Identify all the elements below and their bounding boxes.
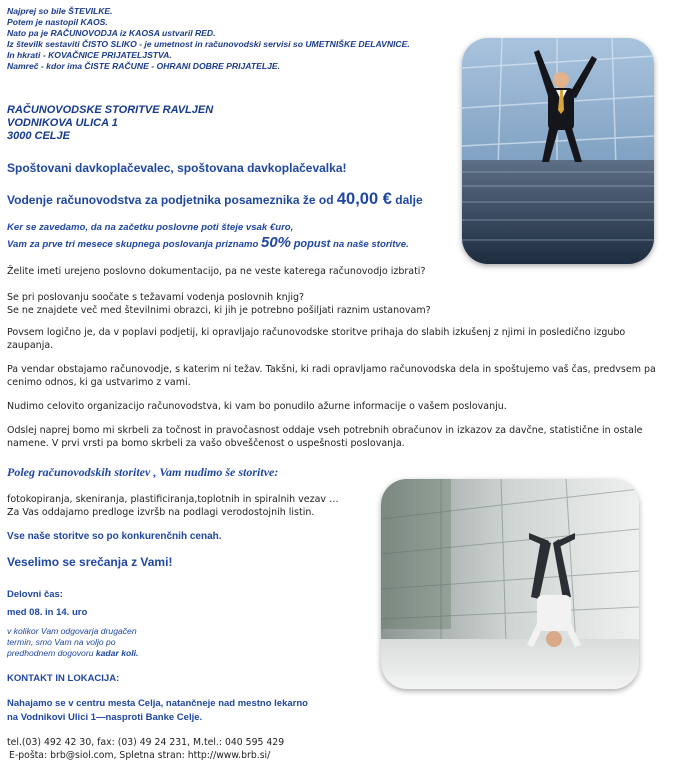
company-city: 3000 CELJE: [7, 130, 70, 142]
paragraph-question: Želite imeti urejeno poslovno dokumentacijo, pa ne veste katerega računovodjo izbrati?: [7, 266, 426, 277]
offer-suffix: dalje: [395, 193, 423, 207]
contact-location: [7, 697, 308, 725]
offer-text: Vodenje računovodstva za podjetnika posameznika že od: [7, 193, 334, 207]
paragraph-line: Se ne znajdete več med številnimi obrazci, ki jih je potrebno pošiljati raznim ustanovam?: [7, 305, 431, 316]
intro-line: In hkrati - KOVAČNICE PRIJATELJSTVA.: [7, 49, 172, 60]
contact-email-web: E-pošta: brb@siol.com, Spletna stran: http://www.brb.si/: [9, 750, 271, 761]
services-heading: Poleg računovodskih storitev , Vam nudimo še storitve:: [7, 465, 279, 479]
greeting: Spoštovani davkoplačevalec, spoštovana davkoplačevalka!: [7, 161, 347, 175]
company-name: RAČUNOVODSKE STORITVE RAVLJEN: [7, 104, 214, 116]
hours-note-line: termin, smo Vam na voljo po: [7, 637, 116, 647]
services-line: fotokopiranja, skeniranja, plastificiranja,toplotnih in spiralnih vezav …: [7, 494, 339, 505]
paragraph-problems: [7, 291, 677, 317]
intro-line: Potem je nastopil KAOS.: [7, 16, 108, 27]
intro-line: Nato pa je RAČUNOVODJA iz KAOSA ustvaril RED.: [7, 27, 216, 38]
paragraph-logic: Povsem logično je, da v poplavi podjetij, ki opravljajo računovodske storitve prihaja do slabih izkušenj z njimi in posledično izgubo zaupanja.: [7, 327, 626, 351]
location-line: Nahajamo se v centru mesta Celja, natančneje nad mestno lekarno: [7, 698, 308, 709]
services-line: Za Vas oddajamo predloge izvršb na podlagi verodostojnih listin.: [7, 507, 315, 518]
promo-line-1: Ker se zavedamo, da na začetku poslovne poti šteje vsak €uro,: [7, 222, 294, 233]
location-line: na Vodnikovi Ulici 1—nasproti Banke Celje.: [7, 712, 203, 723]
intro-line: Najprej so bile ŠTEVILKE.: [7, 6, 113, 16]
prices-note: Vse naše storitve so po konkurenčnih cenah.: [7, 531, 222, 542]
contact-heading: KONTAKT IN LOKACIJA:: [7, 673, 120, 684]
promo-services: na naše storitve.: [333, 239, 409, 250]
promo-discount: popust: [293, 238, 331, 250]
paragraph-organization: Nudimo celovito organizacijo računovodstva, ki vam bo ponudilo ažurne informacije o vašem poslovanju.: [7, 401, 507, 412]
paragraph-accountants: Pa vendar obstajamo računovodje, s katerim ni težav. Takšni, ki radi opravljamo računovodska dela in spoštujemo vaš čas, predvsem pa cenimo odnos, ki ga ustvarimo z vami.: [7, 364, 656, 388]
photo-handstand: [381, 479, 639, 689]
hours-note: [7, 626, 138, 659]
paragraph-line: Se pri poslovanju soočate s težavami vodenja poslovnih knjig?: [7, 292, 305, 303]
intro-block: [7, 6, 487, 71]
promo-block: [7, 220, 527, 252]
offer-price: 40,00 €: [336, 190, 392, 208]
contact-phone: tel.(03) 492 42 30, fax: (03) 49 24 231, M.tel.: 040 595 429: [7, 737, 285, 748]
offer-line: [7, 190, 423, 209]
hours-note-line: predhodnem dogovoru: [7, 648, 94, 658]
hours-value: med 08. in 14. uro: [7, 607, 88, 618]
hours-label: Delovni čas:: [7, 589, 63, 600]
company-street: VODNIKOVA ULICA 1: [7, 117, 118, 129]
services-list: [7, 493, 387, 519]
promo-line-2: [7, 235, 527, 252]
promo-text: Vam za prve tri mesece skupnega poslovanja priznamo: [7, 239, 259, 250]
hours-note-bold: kadar koli.: [95, 648, 139, 658]
promo-percent: 50%: [260, 234, 292, 251]
company-block: [7, 104, 213, 143]
welcome-text: Veselimo se srečanja z Vami!: [7, 555, 173, 569]
hours-note-line: v kolikor Vam odgovarja drugačen: [7, 626, 137, 636]
paragraph-responsibility: Odslej naprej bomo mi skrbeli za točnost in pravočasnost oddaje vseh potrebnih obračunov in izkazov za davčne, statistične in ostale namene. V prvi vrsti pa bomo skrbeli za vašo obveščenost o uspešnosti poslovanja.: [7, 425, 643, 449]
intro-line: Iz številk sestaviti ČISTO SLIKO - je umetnost in računovodski servisi so UMETNIŠKE DELAVNICE.: [7, 38, 410, 49]
intro-line: Namreč - kdor ima ČISTE RAČUNE - OHRANI DOBRE PRIJATELJE.: [7, 60, 280, 71]
